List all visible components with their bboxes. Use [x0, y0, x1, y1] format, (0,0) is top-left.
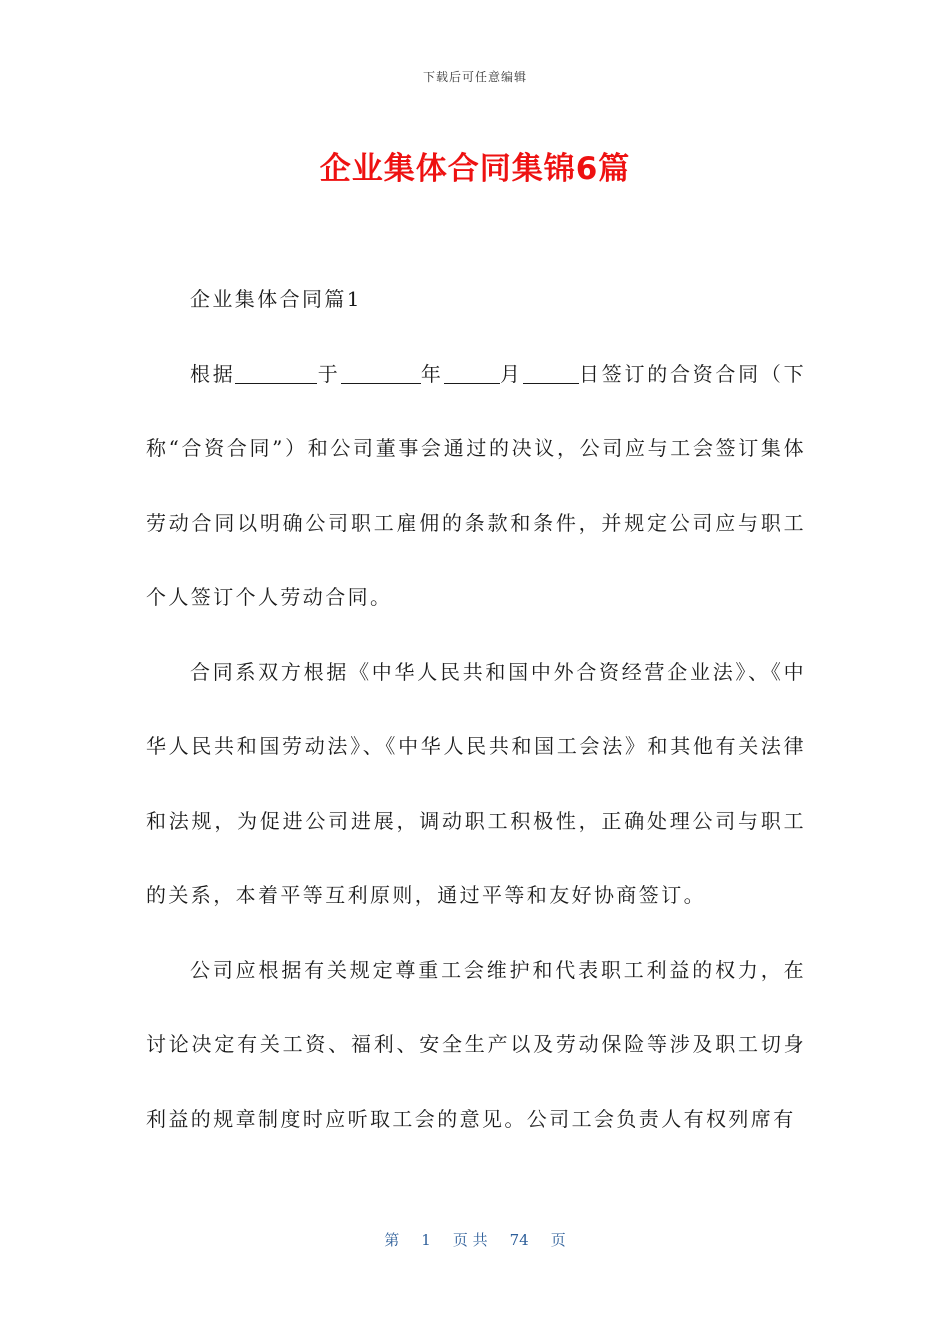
blank-month — [444, 363, 500, 384]
section-heading: 企业集体合同篇1 — [190, 287, 362, 311]
footer-total-pages: 74 — [509, 1231, 529, 1249]
paragraph-1-seg5: 日签订的合资合同（下称“合资合同”）和公司董事会通过的决议，公司应与工会签订集体劳动合同以明确公司职工雇佣的条款和条件，并规定公司应与职工个人签订个人劳动合同。 — [146, 361, 807, 609]
blank-party — [235, 363, 317, 384]
document-title: 企业集体合同集锦6篇 — [319, 151, 631, 187]
paragraph-2: 合同系双方根据《中华人民共和国中外合资经营企业法》、《中华人民共和国劳动法》、《中华人民共和国工会法》和其他有关法律和法规，为促进公司进展，调动职工积极性，正确处理公司与职工的关系，本着平等互利原则，通过平等和友好协商签订。 — [146, 659, 806, 907]
footer-suffix: 页 — [550, 1231, 566, 1249]
paragraph-1-seg2: 于 — [317, 361, 341, 386]
footer-prefix: 第 — [384, 1231, 400, 1249]
footer-mid: 页 共 — [452, 1231, 488, 1249]
header-note: 下载后可任意编辑 — [422, 70, 527, 84]
blank-day — [523, 363, 579, 384]
paragraph-3: 公司应根据有关规定尊重工会维护和代表职工利益的权力，在讨论决定有关工资、福利、安全生产以及劳动保险等涉及职工切身利益的规章制度时应听取工会的意见。公司工会负责人有权列席有 — [146, 957, 806, 1131]
footer-page-number: 1 — [421, 1231, 431, 1249]
paragraph-1 — [146, 337, 806, 635]
page-footer — [0, 1229, 950, 1250]
paragraph-1-seg1: 根据 — [190, 361, 236, 386]
paragraph-1-seg3: 年 — [420, 361, 444, 386]
document-body — [146, 262, 806, 1156]
paragraph-1-seg4: 月 — [499, 361, 523, 386]
blank-year — [341, 363, 421, 384]
